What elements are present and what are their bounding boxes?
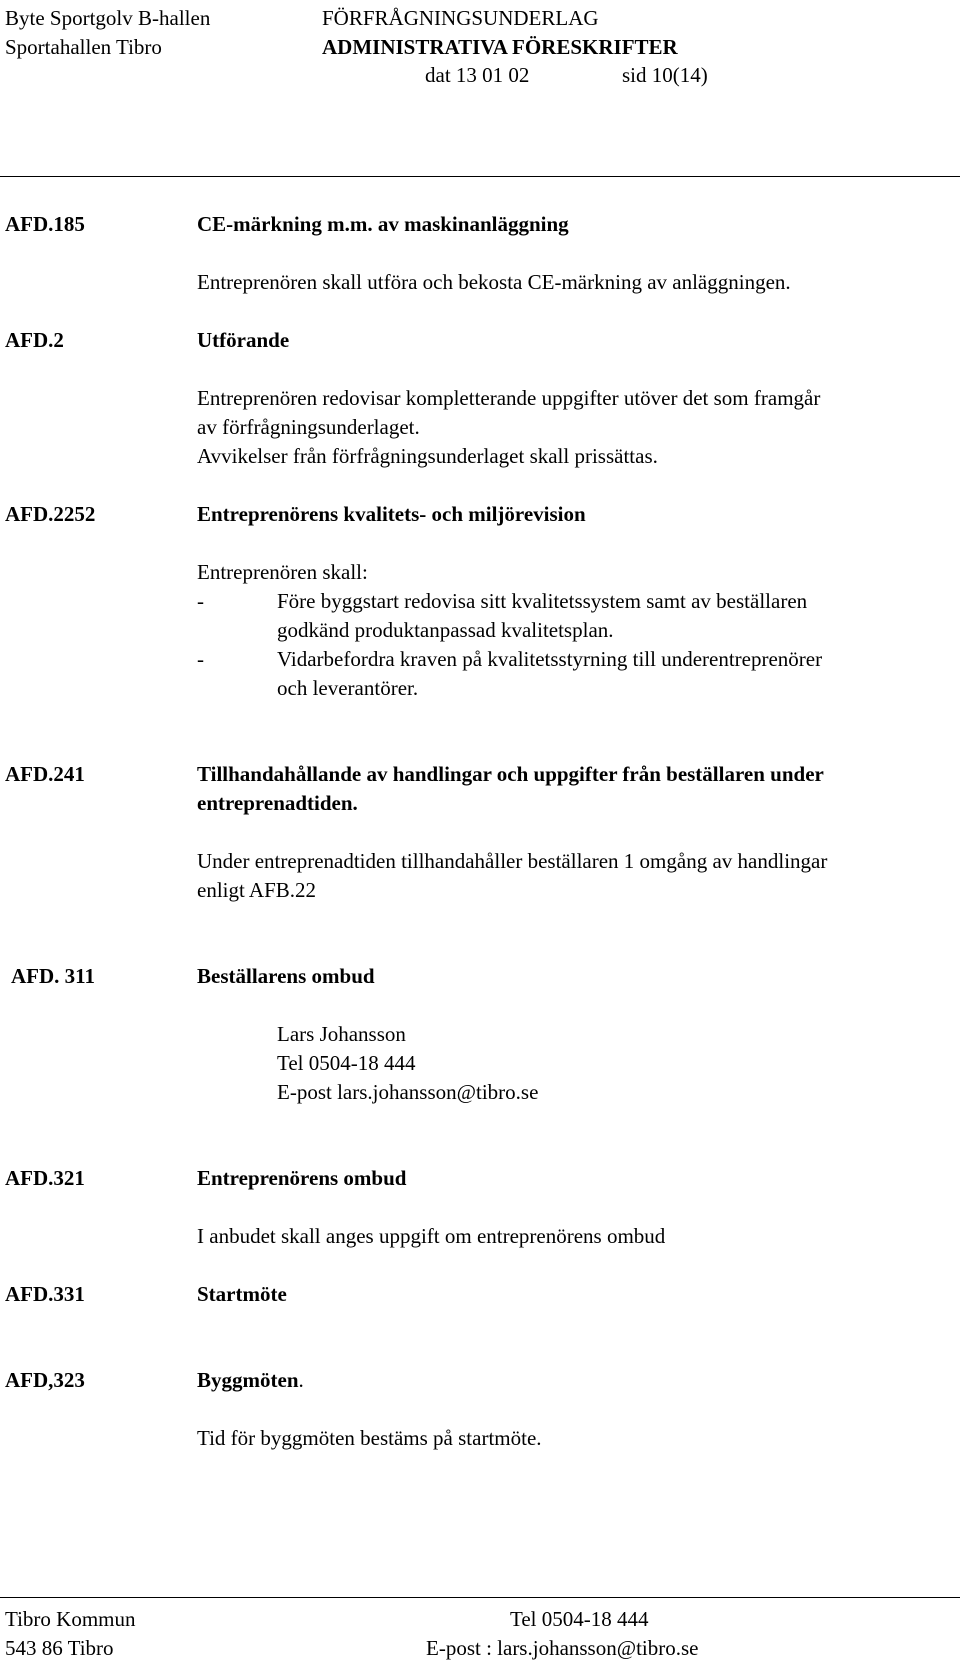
section-code: AFD.2 [5,328,64,352]
section-body-line: av förfrågningsunderlaget. [197,415,420,439]
contact-email: E-post lars.johansson@tibro.se [277,1080,539,1104]
section-heading: Beställarens ombud [197,964,375,988]
section-code: AFD.321 [5,1166,85,1190]
contact-name: Lars Johansson [277,1022,406,1046]
section-code: AFD,323 [5,1368,85,1392]
section-heading: Entreprenörens ombud [197,1166,407,1190]
section-body-line: Under entreprenadtiden tillhandahåller beställaren 1 omgång av handlingar [197,849,828,873]
contact-phone: Tel 0504-18 444 [277,1051,416,1075]
header-project-name: Byte Sportgolv B-hallen [5,6,211,30]
section-heading-line: entreprenadtiden. [197,791,358,815]
footer-divider [0,1597,960,1598]
list-item-line: Vidarbefordra kraven på kvalitetsstyrning till underentreprenörer [277,647,823,671]
section-intro: Entreprenören skall: [197,560,368,584]
header-date: dat 13 01 02 [425,63,530,87]
section-body-line: Entreprenören redovisar kompletterande uppgifter utöver det som framgår [197,386,821,410]
section-code: AFD.331 [5,1282,85,1306]
header-doc-type: FÖRFRÅGNINGSUNDERLAG [322,6,599,30]
section-code: AFD. 311 [11,964,95,988]
list-item-line: och leverantörer. [277,676,419,700]
header-divider [0,176,960,177]
header-doc-title: ADMINISTRATIVA FÖRESKRIFTER [322,35,678,59]
header-venue: Sportahallen Tibro [5,35,162,59]
footer-phone: Tel 0504-18 444 [510,1607,649,1631]
section-body-line: Avvikelser från förfrågningsunderlaget skall prissättas. [197,444,658,468]
list-item-line: godkänd produktanpassad kvalitetsplan. [277,618,614,642]
section-heading: Utförande [197,328,290,352]
section-body: I anbudet skall anges uppgift om entreprenörens ombud [197,1224,666,1248]
list-item-line: Före byggstart redovisa sitt kvalitetssystem samt av beställaren [277,589,808,613]
footer-address: 543 86 Tibro [5,1636,114,1660]
heading-period: . [298,1368,304,1392]
section-body-line: enligt AFB.22 [197,878,317,902]
section-heading: Byggmöten [197,1368,299,1392]
list-bullet: - [197,589,204,613]
section-heading-wrap [197,1368,304,1392]
section-heading: Startmöte [197,1282,287,1306]
section-heading: Entreprenörens kvalitets- och miljörevision [197,502,586,526]
list-bullet: - [197,647,204,671]
section-heading-line: Tillhandahållande av handlingar och uppgifter från beställaren under [197,762,824,786]
section-body: Tid för byggmöten bestäms på startmöte. [197,1426,542,1450]
section-body: Entreprenören skall utföra och bekosta CE-märkning av anläggningen. [197,270,791,294]
section-code: AFD.2252 [5,502,96,526]
footer-email: E-post : lars.johansson@tibro.se [426,1636,699,1660]
footer-organization: Tibro Kommun [5,1607,136,1631]
section-code: AFD.185 [5,212,85,236]
section-code: AFD.241 [5,762,85,786]
section-heading: CE-märkning m.m. av maskinanläggning [197,212,569,236]
header-page-number: sid 10(14) [622,63,708,87]
